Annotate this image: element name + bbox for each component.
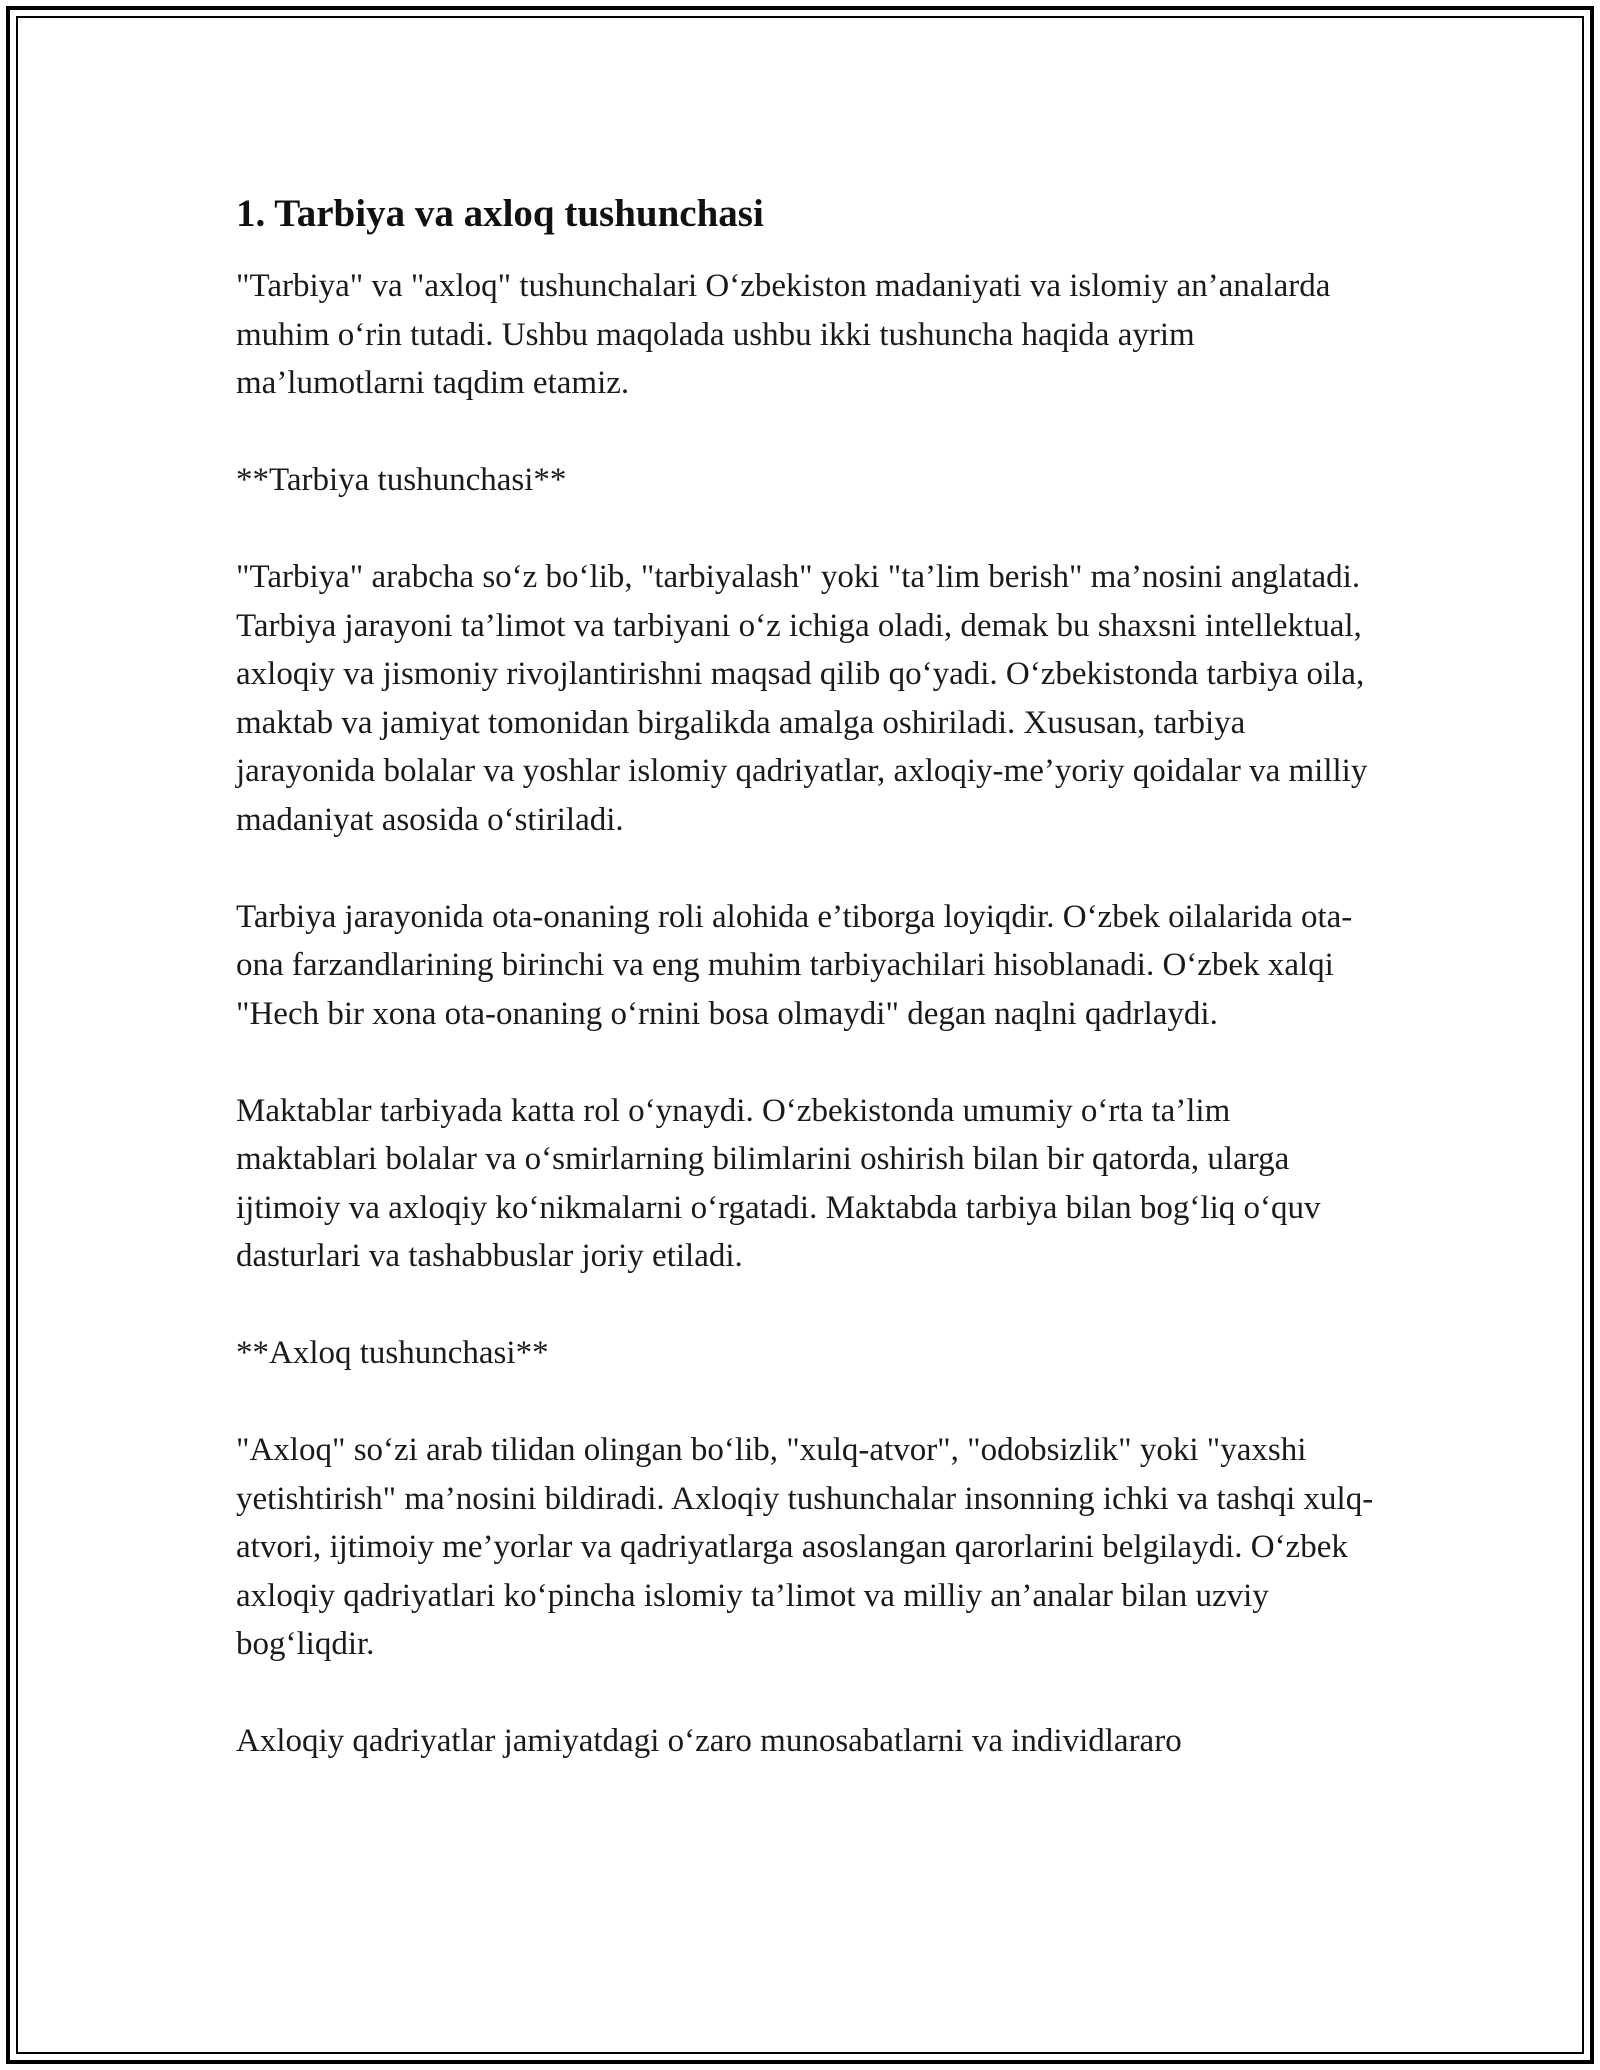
document-body xyxy=(236,186,1376,1814)
tarbiya-definition-paragraph: "Tarbiya" arabcha soʻz boʻlib, "tarbiyalash" yoki "ta’lim berish" ma’nosini anglatadi. Tarbiya jarayoni ta’limot va tarbiyani oʻz ichiga oladi, demak bu shaxsni intellektual, axloqiy va jismoniy rivojlantirishni maqsad qilib qoʻyadi. Oʻzbekistonda tarbiya oila, maktab va jamiyat tomonidan birgalikda amalga oshiriladi. Xususan, tarbiya jarayonida bolalar va yoshlar islomiy qadriyatlar, axloqiy-me’yoriy qoidalar va milliy madaniyat asosida oʻstiriladi. xyxy=(236,559,1368,838)
axloq-subheading: **Axloq tushunchasi** xyxy=(236,1335,549,1371)
parents-role-paragraph: Tarbiya jarayonida ota-onaning roli alohida e’tiborga loyiqdir. Oʻzbek oilalarida ota-ona farzandlarining birinchi va eng muhim tarbiyachilari hisoblanadi. Oʻzbek xalqi "Hech bir xona ota-onaning oʻrnini bosa olmaydi" degan naqlni qadrlaydi. xyxy=(236,898,1353,1032)
axloq-values-paragraph: Axloqiy qadriyatlar jamiyatdagi oʻzaro munosabatlarni va individlararo xyxy=(236,1723,1182,1759)
schools-role-paragraph: Maktablar tarbiyada katta rol oʻynaydi. Oʻzbekistonda umumiy oʻrta ta’lim maktablari bolalar va oʻsmirlarning bilimlarini oshirish bilan bir qatorda, ularga ijtimoiy va axloqiy koʻnikmalarni oʻrgatadi. Maktabda tarbiya bilan bogʻliq oʻquv dasturlari va tashabbuslar joriy etiladi. xyxy=(236,1092,1321,1274)
tarbiya-subheading: **Tarbiya tushunchasi** xyxy=(236,462,567,498)
section-heading: 1. Tarbiya va axloq tushunchasi xyxy=(236,192,764,235)
intro-paragraph: "Tarbiya" va "axloq" tushunchalari Oʻzbekiston madaniyati va islomiy an’analarda muhim oʻrin tutadi. Ushbu maqolada ushbu ikki tushuncha haqida ayrim ma’lumotlarni taqdim etamiz. xyxy=(236,268,1331,401)
axloq-definition-paragraph: "Axloq" soʻzi arab tilidan olingan boʻlib, "xulq-atvor", "odobsizlik" yoki "yaxshi yetishtirish" ma’nosini bildiradi. Axloqiy tushunchalar insonning ichki va tashqi xulq-atvori, ijtimoiy me’yorlar va qadriyatlarga asoslangan qarorlarini belgilaydi. Oʻzbek axloqiy qadriyatlari koʻpincha islomiy ta’limot va milliy an’analar bilan uzviy bogʻliqdir. xyxy=(236,1432,1374,1662)
